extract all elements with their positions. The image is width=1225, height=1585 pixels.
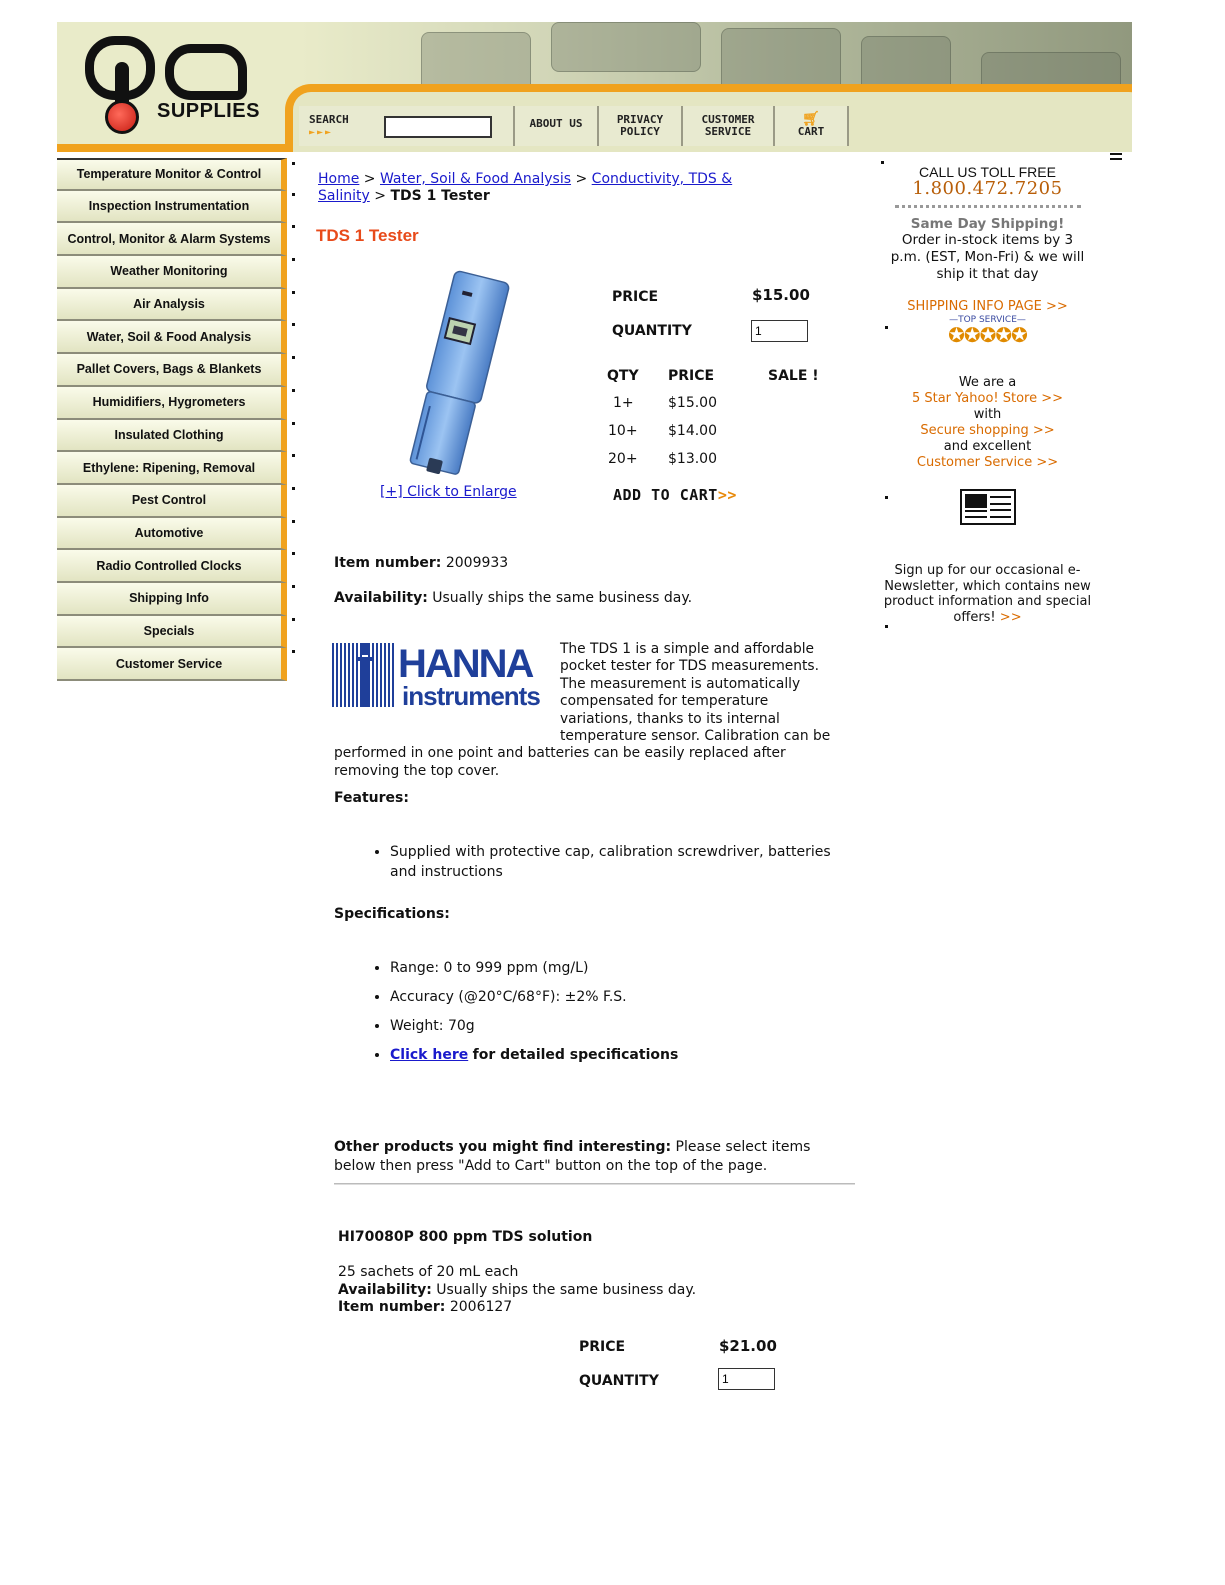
newsletter-icon[interactable] xyxy=(960,489,1016,525)
features-heading: Features: xyxy=(334,790,409,806)
svg-text:instruments: instruments xyxy=(402,681,540,707)
logo-supplies-text: SUPPLIES xyxy=(157,100,260,122)
sidebar-item-label: Water, Soil & Food Analysis xyxy=(86,329,252,344)
nav-bullet xyxy=(292,552,295,555)
sidebar-item-label: Insulated Clothing xyxy=(114,427,224,442)
related-availability xyxy=(338,1282,696,1300)
breadcrumb xyxy=(318,171,768,205)
breadcrumb-sep: > xyxy=(363,171,376,187)
sidebar-item-label: Pallet Covers, Bags & Blankets xyxy=(76,362,262,377)
sidebar-item-weather-monitoring[interactable] xyxy=(57,256,287,289)
sidebar-item-automotive[interactable] xyxy=(57,518,287,551)
sidebar-item-ethylene-ripening-removal[interactable] xyxy=(57,452,287,485)
sidebar-item-label: Weather Monitoring xyxy=(110,264,228,279)
sidebar-item-label: Temperature Monitor & Control xyxy=(76,167,262,182)
availability-value: Usually ships the same business day. xyxy=(432,590,693,606)
search-arrows-icon: ►►► xyxy=(309,127,334,138)
price-label: PRICE xyxy=(612,289,659,305)
related-heading-bold: Other products you might find interesting: xyxy=(334,1139,672,1155)
related-item-number-value: 2006127 xyxy=(449,1299,513,1315)
nav-bullet xyxy=(292,520,295,523)
tier-qty: 20+ xyxy=(608,451,638,467)
nav-bullet xyxy=(292,422,295,425)
newsletter-link[interactable]: >> xyxy=(999,609,1022,625)
related-quantity-input[interactable] xyxy=(718,1368,775,1390)
add-to-cart-label: ADD TO CART xyxy=(613,486,718,504)
nav-bullet xyxy=(292,650,295,653)
sidebar-item-pallet-covers-bags-blankets[interactable] xyxy=(57,354,287,387)
tier-header-price: PRICE xyxy=(668,367,715,384)
item-number xyxy=(334,555,508,571)
related-product-name: HI70080P 800 ppm TDS solution xyxy=(338,1229,593,1245)
nav-bullet xyxy=(292,585,295,588)
related-product-desc: 25 sachets of 20 mL each xyxy=(338,1264,519,1280)
tab-customer-service[interactable] xyxy=(683,106,775,146)
tier-row xyxy=(600,389,838,417)
nav-bullet xyxy=(292,389,295,392)
related-item-number-label: Item number: xyxy=(338,1299,446,1315)
spec-item xyxy=(390,1045,854,1065)
tier-row xyxy=(600,417,838,445)
cart-icon: 🛒︎ xyxy=(802,111,820,127)
same-day-shipping-heading: Same Day Shipping! xyxy=(910,216,1065,232)
product-image[interactable] xyxy=(390,270,510,480)
sidebar-item-air-analysis[interactable] xyxy=(57,289,287,322)
tab-privacy-label: PRIVACY POLICY xyxy=(616,113,664,138)
nav-bullet xyxy=(292,162,295,165)
phone-number: 1.800.472.7205 xyxy=(912,178,1063,199)
sidebar-item-humidifiers-hygrometers[interactable] xyxy=(57,387,287,420)
excellent-text: and excellent xyxy=(943,439,1032,454)
related-heading-text: Please select items below then press "Add to Cart" button on the top of the page. xyxy=(334,1139,811,1174)
category-nav xyxy=(57,158,287,681)
top-service-badge: —TOP SERVICE— ✪✪✪✪✪ xyxy=(880,315,1095,345)
nav-bullet xyxy=(292,225,295,228)
sidebar-item-label: Specials xyxy=(143,623,195,638)
enlarge-image-link[interactable]: [+] Click to Enlarge xyxy=(380,484,517,500)
spec-item: • Weight: 70g xyxy=(390,1016,854,1036)
sidebar-item-label: Inspection Instrumentation xyxy=(88,199,250,214)
sidebar-dotted-divider xyxy=(895,205,1081,208)
nav-bullet xyxy=(292,323,295,326)
sidebar-item-label: Humidifiers, Hygrometers xyxy=(92,395,246,410)
svg-text:HANNA: HANNA xyxy=(398,643,533,686)
search-input[interactable] xyxy=(384,116,492,138)
related-divider xyxy=(334,1183,855,1185)
breadcrumb-current: TDS 1 Tester xyxy=(390,188,490,204)
related-availability-value: Usually ships the same business day. xyxy=(436,1281,697,1298)
secure-shopping-link[interactable]: Secure shopping >> xyxy=(920,423,1055,438)
related-product-info xyxy=(338,1264,696,1317)
tier-price-table xyxy=(600,362,838,473)
related-availability-label: Availability: xyxy=(338,1281,432,1298)
customer-service-link[interactable]: Customer Service >> xyxy=(916,455,1059,470)
nav-bullet xyxy=(292,258,295,261)
breadcrumb-conductivity[interactable]: Conductivity, TDS & Salinity xyxy=(318,171,733,204)
nav-bullet xyxy=(292,291,295,294)
site-header xyxy=(57,22,1132,152)
tier-qty: 1+ xyxy=(613,395,634,411)
tier-qty: 10+ xyxy=(608,423,638,439)
price-value: $15.00 xyxy=(752,286,810,304)
hanna-instruments-logo xyxy=(332,643,548,707)
sidebar-item-label: Air Analysis xyxy=(133,297,205,312)
tier-header-qty: QTY xyxy=(607,367,639,384)
related-item-number xyxy=(338,1299,696,1317)
tier-price: $14.00 xyxy=(668,423,717,439)
specifications-list xyxy=(334,958,854,1074)
tab-customer-label: CUSTOMER SERVICE xyxy=(701,113,755,138)
search-label: SEARCH xyxy=(309,113,349,126)
sidebar-item-pest-control[interactable] xyxy=(57,485,287,518)
with-text: with xyxy=(973,407,1002,422)
detailed-specs-link[interactable]: Click here xyxy=(390,1047,469,1063)
sidebar-corner-mark xyxy=(1110,153,1122,155)
feature-item: • Supplied with protective cap, calibration screwdriver, batteries and instructions xyxy=(390,842,854,882)
yahoo-store-link[interactable]: 5 Star Yahoo! Store >> xyxy=(911,391,1064,406)
sidebar-item-label: Radio Controlled Clocks xyxy=(96,558,242,573)
spec-item: • Range: 0 to 999 ppm (mg/L) xyxy=(390,958,854,978)
sidebar-item-radio-controlled-clocks[interactable] xyxy=(57,550,287,583)
tier-header-sale: SALE ! xyxy=(768,367,819,384)
sidebar-item-specials[interactable] xyxy=(57,616,287,649)
sidebar-item-label: Control, Monitor & Alarm Systems xyxy=(67,231,271,246)
sidebar-item-label: Shipping Info xyxy=(129,591,209,606)
sidebar-item-insulated-clothing[interactable] xyxy=(57,420,287,453)
quantity-label: QUANTITY xyxy=(612,323,692,339)
tier-price: $15.00 xyxy=(668,395,717,411)
description-text: The TDS 1 is a simple and affordable pocket tester for TDS measurements. The measurement is automatically compensated for temperature variations, thanks to its internal temperature sensor. Calibration can be performed in one point and batteries can be easily replaced after removing the top cover. xyxy=(334,641,831,779)
sidebar-item-customer-service[interactable] xyxy=(57,648,287,681)
shipping-text: Order in-stock items by 3 p.m. (EST, Mon-Fri) & we will ship it that day xyxy=(890,232,1085,282)
related-price-value: $21.00 xyxy=(719,1337,777,1355)
sidebar-item-control-monitor-alarm-systems[interactable] xyxy=(57,223,287,256)
nav-bullet xyxy=(292,487,295,490)
availability-label: Availability: xyxy=(334,590,428,606)
related-price-label: PRICE xyxy=(579,1339,626,1355)
right-sidebar xyxy=(880,160,1095,625)
nav-bullet xyxy=(292,356,295,359)
related-products-heading xyxy=(334,1138,854,1176)
features-list xyxy=(334,842,854,891)
sidebar-item-label: Pest Control xyxy=(131,493,207,508)
tier-price: $13.00 xyxy=(668,451,717,467)
page-title: TDS 1 Tester xyxy=(316,226,419,245)
thermometer-bulb-icon xyxy=(105,100,139,134)
newsletter-description: Sign up for our occasional e-Newsletter, which contains new product information and special offers! xyxy=(883,563,1092,625)
sidebar-item-label: Customer Service xyxy=(115,656,223,671)
sidebar-item-water-soil-food-analysis[interactable] xyxy=(57,321,287,354)
sidebar-corner-mark xyxy=(1110,158,1122,160)
call-label: CALL US TOLL FREE xyxy=(919,164,1056,180)
sidebar-item-label: Automotive xyxy=(134,525,204,540)
tab-about-us[interactable]: ABOUT US xyxy=(515,106,599,146)
specifications-heading: Specifications: xyxy=(334,906,450,922)
add-to-cart-button[interactable] xyxy=(613,486,737,504)
breadcrumb-sep: > xyxy=(575,171,588,187)
tab-cart[interactable] xyxy=(775,106,849,146)
tab-cart-label: CART xyxy=(797,125,825,138)
spec-item: • Accuracy (@20°C/68°F): ±2% F.S. xyxy=(390,987,854,1007)
breadcrumb-home[interactable]: Home xyxy=(318,171,360,187)
detailed-specs-tail: for detailed specifications xyxy=(472,1047,679,1063)
breadcrumb-water-soil-food[interactable]: Water, Soil & Food Analysis xyxy=(379,171,572,187)
sidebar-item-inspection-instrumentation[interactable] xyxy=(57,191,287,224)
sidebar-item-label: Ethylene: Ripening, Removal xyxy=(82,460,256,475)
related-quantity-label: QUANTITY xyxy=(579,1373,659,1389)
we-are-text: We are a xyxy=(958,375,1017,390)
top-service-label: TOP SERVICE xyxy=(958,315,1017,325)
logo-a-shape xyxy=(165,44,247,100)
availability xyxy=(334,590,692,606)
newsletter-text xyxy=(880,563,1095,625)
item-number-label: Item number: xyxy=(334,555,442,571)
nav-bullet xyxy=(292,618,295,621)
tier-row xyxy=(600,445,838,473)
quantity-input[interactable] xyxy=(751,320,808,342)
search-tab xyxy=(299,106,515,146)
add-to-cart-arrows-icon: >> xyxy=(717,486,737,504)
sidebar-item-temperature-monitor-control[interactable] xyxy=(57,158,287,191)
item-number-value: 2009933 xyxy=(445,555,509,571)
shipping-info-link[interactable]: SHIPPING INFO PAGE >> xyxy=(907,299,1068,314)
sidebar-item-shipping-info[interactable] xyxy=(57,583,287,616)
nav-bullet xyxy=(292,454,295,457)
nav-bullet xyxy=(292,193,295,196)
five-stars-icon: ✪✪✪✪✪ xyxy=(948,323,1027,347)
tab-privacy-policy[interactable] xyxy=(599,106,683,146)
breadcrumb-sep: > xyxy=(374,188,386,204)
sidebar-bullet xyxy=(885,625,888,628)
